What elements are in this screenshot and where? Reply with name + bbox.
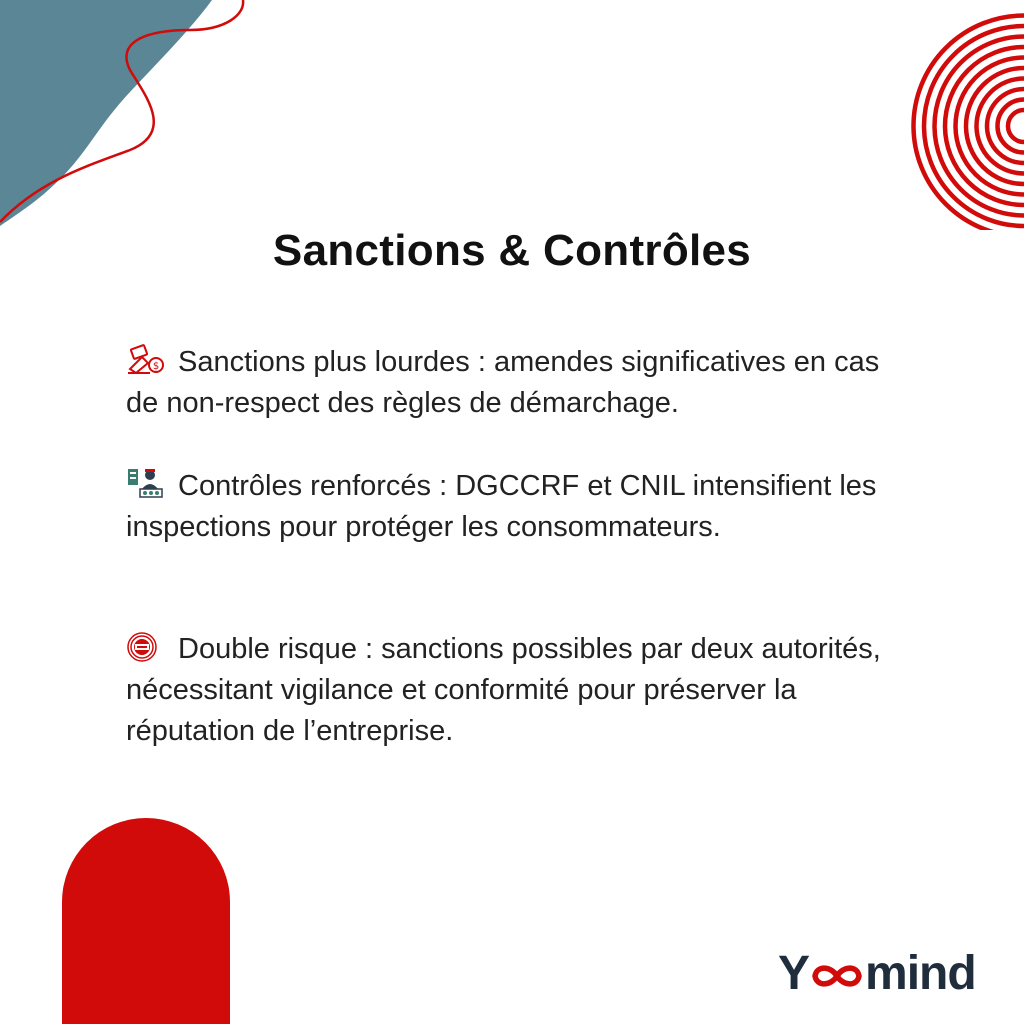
decorative-spiral	[800, 0, 1024, 230]
list-item-sanctions	[126, 342, 896, 424]
infinity-logo-icon	[809, 948, 865, 1003]
item-text: Double risque : sanctions possibles par deux autorités, nécessitant vigilance et conformité pour préserver la réputation de l’entreprise.	[126, 633, 881, 747]
decorative-arch	[62, 818, 230, 1024]
list-item-controles	[126, 466, 896, 548]
list-item-risque	[126, 629, 896, 752]
item-text: Sanctions plus lourdes : amendes significatives en cas de non-respect des règles de démarchage.	[126, 346, 880, 419]
fine-money-icon	[126, 343, 166, 375]
brand-logo	[778, 946, 976, 1003]
logo-text-prefix: Y	[778, 947, 810, 1000]
item-text: Contrôles renforcés : DGCCRF et CNIL intensifient les inspections pour protéger les consommateurs.	[126, 470, 877, 543]
risk-alarm-icon	[126, 630, 166, 662]
page-title: Sanctions & Contrôles	[272, 226, 752, 275]
spiral-arc	[998, 100, 1024, 153]
inspector-icon	[126, 467, 166, 499]
logo-text-suffix: mind	[865, 947, 976, 1000]
decorative-blob	[0, 0, 260, 240]
spiral-arc	[1008, 110, 1024, 142]
spiral-arc	[977, 79, 1024, 174]
svg-text:$: $	[152, 361, 160, 372]
